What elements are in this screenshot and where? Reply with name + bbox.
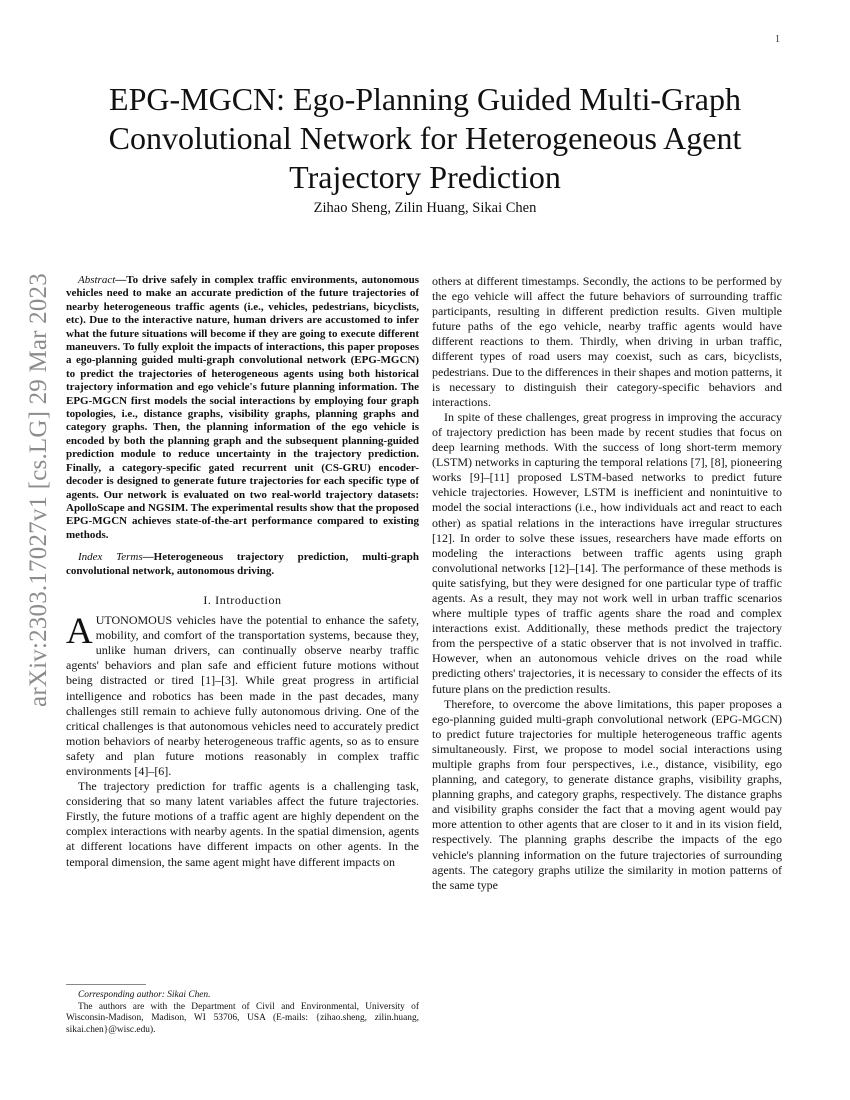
arxiv-stamp	[22, 273, 56, 707]
intro-paragraph-2: The trajectory prediction for traffic agents is a challenging task, considering that so many latent variables affect the future trajectories. Firstly, the future motions of a traffic agent are highly dependent on the complex interactions with nearby agents. In the spatial dimension, agents at different locations have different impacts on other agents. In the temporal dimension, the same agent might have different impacts on	[66, 779, 419, 869]
intro-paragraph-4: Therefore, to overcome the above limitations, this paper proposes a ego-planning guided multi-graph convolutional network (EPG-MGCN) to predict future trajectories for multiple heterogeneous traffic agents simultaneously. First, we propose to model social interactions using multiple graphs from four perspectives, i.e., distance, visibility, ego planning, and category, to generate distance graphs, visibility graphs, planning graphs, and category graphs, respectively. The distance graphs and visibility graphs consider the fact that a moving agent would pay more attention to other agents that are closer to it and in its vision field, respectively. The planning graphs describe the impacts of the ego vehicle's planning information on the future trajectories of surrounding agents. The category graphs utilize the similarity in motion patterns of the same type	[432, 696, 782, 892]
abstract	[66, 274, 419, 542]
abstract-text: —To drive safely in complex traffic environments, autonomous vehicles need to make an accurate prediction of the future trajectories of nearby heterogeneous traffic agents (i.e., vehicles, pedestrians, bicyclists, etc). Due to the interactive nature, human drivers are accustomed to infer what the future situations will become if they are going to execute different maneuvers. To fully exploit the impacts of interactions, this paper proposes a ego-planning guided multi-graph convolutional network (EPG-MGCN) to predict the trajectories of heterogeneous agents using both historical trajectory information and ego vehicle's future planning information. The EPG-MGCN first models the social interactions by employing four graph topologies, i.e., distance graphs, visibility graphs, planning graphs and category graphs. Then, the planning information of the ego vehicle is encoded by both the planning graph and the subsequent planning-guided prediction module to reduce uncertainty in the trajectory prediction. Finally, a category-specific gated recurrent unit (CS-GRU) encoder-decoder is designed to generate future trajectories for each specific type of agents. Our network is evaluated on two real-world trajectory datasets: ApolloScape and NGSIM. The experimental results show that the proposed EPG-MGCN achieves state-of-the-art performance compared to existing methods.	[66, 274, 419, 541]
right-column	[432, 274, 782, 893]
intro-paragraph-3: In spite of these challenges, great progress in improving the accuracy of trajectory prediction has been made by recent studies that focus on deep learning methods. With the success of long short-term memory (LSTM) networks in capturing the temporal relations [7], [8], pioneering works [9]–[11] proposed LSTM-based networks to predict future vehicle trajectories. However, LSTM is inefficient and nonintuitive to model the social interactions (i.e., how individuals act and react to each other) as spatial relations in the interactions have irregular structures [12]. In order to solve these issues, researchers have made efforts on modeling the interactions between traffic agents using graph convolutional networks [12]–[14]. The performance of these methods is quite satisfying, but they were designed for one particular type of traffic agents. As a result, they may not work well in urban traffic scenarios where multiple types of traffic agents share the road and complex interactions exist. Additionally, these methods predict the trajectory from the perspective of a static observer that is not involved in traffic. However, when an autonomous vehicle drives on the road while predicting others' trajectories, it is necessary to consider the effects of its future plans on the prediction results.	[432, 409, 782, 696]
author-affiliation: The authors are with the Department of Civil and Environmental, University of Wisconsin-Madison, Madison, WI 53706, USA (E-mails: {zihao.sheng, zilin.huang, sikai.chen}@wisc.edu).	[66, 1001, 419, 1035]
arxiv-identifier: arXiv:2303.17027v1 [cs.LG] 29 Mar 2023	[25, 273, 53, 707]
index-terms-text: —Heterogeneous trajectory prediction, multi-graph convolutional network, autonomous driving.	[66, 551, 419, 577]
intro-paragraph-1-text: UTONOMOUS vehicles have the potential to enhance the safety, mobility, and comfort of the transportation systems, because they, unlike human drivers, can continually observe nearby traffic agents' behaviors and plan safe and efficient future motions without being distracted or tired [1]–[3]. While great progress in artificial intelligence and robotics has been made in the past decades, many challenges still remain to achieve fully autonomous driving. One of the critical challenges is that autonomous vehicles need to accurately predict motion behaviors of nearby heterogeneous traffic agents, so as to ensure safety and plan future motions reasonably in complex traffic environments [4]–[6].	[66, 613, 419, 778]
abstract-lead: Abstract	[78, 274, 116, 286]
intro-paragraph-1	[66, 613, 419, 779]
drop-cap: A	[66, 611, 93, 653]
page-number: 1	[775, 34, 780, 45]
footnote	[66, 990, 419, 1036]
corresponding-author: Corresponding author: Sikai Chen.	[78, 990, 211, 1000]
section-heading-introduction: I. Introduction	[203, 592, 282, 607]
paper-title: EPG-MGCN: Ego-Planning Guided Multi-Graph Convolutional Network for Heterogeneous Agent Trajectory Prediction	[108, 81, 742, 195]
index-terms-lead: Index Terms	[78, 551, 143, 564]
index-terms	[66, 551, 419, 578]
left-column	[66, 274, 419, 870]
intro-paragraph-2-continued: others at different timestamps. Secondly, the actions to be performed by the ego vehicle will affect the future behaviors of surrounding traffic participants, resulting in different prediction results. Given multiple future paths of the ego vehicle, nearby traffic agents would have different reactions to them. Thirdly, when driving in urban traffic, different types of road users may coexist, such as cars, bicyclists, pedestrians. Due to the differences in their shapes and motion patterns, it is necessary to distinguish their category-specific behaviors and interactions.	[432, 274, 782, 409]
author-list: Zihao Sheng, Zilin Huang, Sikai Chen	[313, 200, 537, 216]
footnote-rule	[66, 984, 146, 985]
